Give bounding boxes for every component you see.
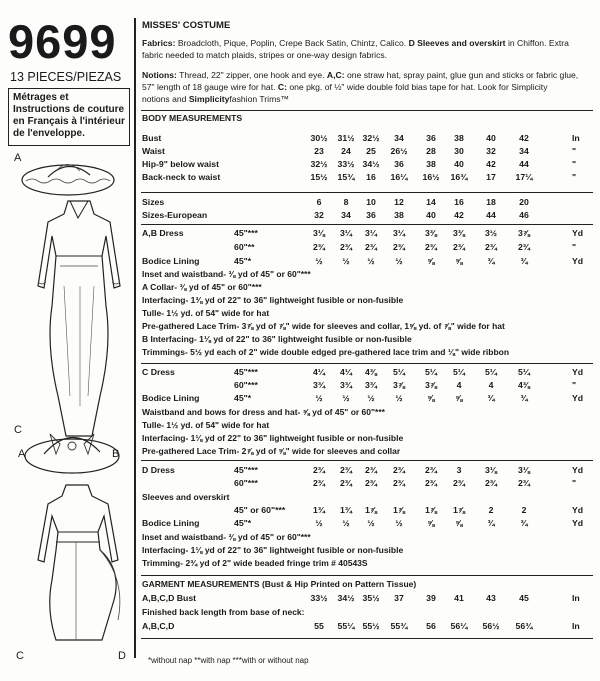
value-cell: 4¼ — [339, 367, 353, 377]
view-label-c-top: C — [14, 424, 22, 436]
value-cell: 18 — [486, 197, 496, 207]
value-cell: 3¾ — [312, 380, 326, 390]
value-cell: 3⅞ — [392, 380, 406, 390]
row-label: Bodice Lining — [142, 393, 200, 403]
section-divider — [141, 363, 593, 364]
value-cell: 4 — [456, 380, 462, 390]
value-cell: 39 — [426, 593, 436, 603]
value-cell: 36 — [394, 159, 404, 169]
value-cell: 12 — [394, 197, 404, 207]
value-cell: 41 — [454, 593, 464, 603]
value-cell: 34 — [394, 133, 404, 143]
notions-line-3: notions and Simplicityfashion Trims™ — [142, 94, 290, 104]
footnote: *without nap **with nap ***with or without nap — [148, 656, 309, 665]
value-cell: 3⅜ — [452, 228, 466, 238]
value-cell: 20 — [519, 197, 529, 207]
value-cell: 8 — [343, 197, 349, 207]
table-row — [142, 255, 592, 267]
unit: In — [572, 593, 580, 603]
yardage-note: Tulle- 1½ yd. of 54" wide for hat — [142, 420, 270, 430]
value-cell: 32 — [486, 146, 496, 156]
view-label-a-top: A — [14, 152, 22, 164]
value-cell: 36 — [426, 133, 436, 143]
value-cell: 43 — [486, 593, 496, 603]
value-cell: 40 — [486, 133, 496, 143]
garment-bust-row — [142, 592, 592, 604]
value-cell: 4 — [488, 380, 494, 390]
fabric-width: 45"*** — [234, 228, 258, 238]
yardage-note: Trimming- 2¾ yd of 2" wide beaded fringe trim # 40543S — [142, 558, 368, 568]
sizes-european-row — [142, 209, 592, 221]
section-divider — [141, 460, 593, 461]
value-cell: 2 — [521, 505, 527, 515]
row-label: A,B,C,D — [142, 621, 175, 631]
unit: " — [572, 242, 577, 252]
row-label: Bust — [142, 133, 162, 143]
pattern-number: 9699 — [8, 15, 117, 68]
value-cell: 36 — [366, 210, 376, 220]
yardage-note: Inset and waistband- ⅜ yd of 45" or 60"*** — [142, 532, 311, 542]
value-cell: 5¼ — [452, 367, 466, 377]
value-cell: 2¾ — [364, 465, 378, 475]
table-row — [142, 158, 592, 170]
yardage-note: Interfacing- 1⅛ yd of 22" to 36" lightweight fusible or non-fusible — [142, 433, 404, 443]
section-divider — [141, 110, 593, 111]
value-cell: 17 — [486, 172, 496, 182]
row-label: A,B Dress — [142, 228, 184, 238]
table-row — [142, 379, 592, 391]
value-cell: 2¾ — [484, 242, 498, 252]
unit: In — [572, 133, 580, 143]
fabric-width: 45"* — [234, 393, 252, 403]
value-cell: 15¾ — [337, 172, 355, 182]
table-row — [142, 227, 592, 239]
value-cell: 2¾ — [392, 478, 406, 488]
finished-back-length-label: Finished back length from base of neck: — [142, 607, 305, 617]
value-cell: 24 — [341, 146, 351, 156]
value-cell: ½ — [342, 256, 350, 266]
value-cell: 3⅛ — [484, 465, 498, 475]
fabric-width: 45"* — [234, 518, 252, 528]
fabric-width: 60"*** — [234, 478, 258, 488]
value-cell: ¾ — [487, 518, 495, 528]
value-cell: 3⅛ — [517, 465, 531, 475]
value-cell: 33½ — [337, 159, 355, 169]
value-cell: 23 — [314, 146, 324, 156]
value-cell: 3⅞ — [424, 380, 438, 390]
value-cell: 32½ — [362, 133, 380, 143]
value-cell: 38 — [454, 133, 464, 143]
value-cell: ⅝ — [427, 518, 435, 528]
value-cell: 26½ — [390, 146, 408, 156]
notions-line-1: Notions: Thread, 22" zipper, one hook and eye. A,C: one straw hat, spray paint, glue gun and sticks or fabric glue, — [142, 70, 579, 80]
fabric-width: 45" or 60"*** — [234, 505, 286, 515]
unit: " — [572, 478, 577, 488]
row-label: Back-neck to waist — [142, 172, 221, 182]
value-cell: 2¾ — [424, 465, 438, 475]
section-divider — [141, 638, 593, 639]
value-cell: 2¾ — [312, 478, 326, 488]
fabric-width: 60"*** — [234, 380, 258, 390]
unit: " — [572, 146, 577, 156]
value-cell: 32½ — [310, 159, 328, 169]
value-cell: ½ — [342, 518, 350, 528]
table-row — [142, 366, 592, 378]
value-cell: 3 — [456, 465, 462, 475]
value-cell: 2 — [488, 505, 494, 515]
value-cell: 31½ — [337, 133, 355, 143]
value-cell: 2¾ — [312, 242, 326, 252]
unit: In — [572, 621, 580, 631]
value-cell: 2¾ — [364, 242, 378, 252]
value-cell: 2¾ — [517, 242, 531, 252]
value-cell: 3¼ — [339, 228, 353, 238]
french-instructions-box: Métrages et Instructions de couture en Français à l'intérieur de l'enveloppe. — [8, 88, 130, 146]
value-cell: 3¾ — [339, 380, 353, 390]
row-label: Sizes-European — [142, 210, 208, 220]
value-cell: 4⅜ — [517, 380, 531, 390]
value-cell: 40 — [426, 210, 436, 220]
value-cell: 5¼ — [484, 367, 498, 377]
section-divider — [141, 224, 593, 225]
value-cell: ¾ — [487, 393, 495, 403]
garment-measurements-heading: GARMENT MEASUREMENTS (Bust & Hip Printed on Pattern Tissue) — [142, 579, 417, 589]
value-cell: 34½ — [337, 593, 355, 603]
row-label: Bodice Lining — [142, 518, 200, 528]
table-row — [142, 504, 592, 516]
value-cell: 3¾ — [364, 380, 378, 390]
value-cell: 2¾ — [424, 478, 438, 488]
value-cell: 4⅜ — [364, 367, 378, 377]
value-cell: 3½ — [484, 228, 498, 238]
yardage-note: Interfacing- 1⅜ yd of 22" to 36" lightweight fusible or non-fusible — [142, 295, 404, 305]
value-cell: 10 — [366, 197, 376, 207]
value-cell: 2¾ — [339, 478, 353, 488]
value-cell: ½ — [367, 518, 375, 528]
unit: " — [572, 159, 577, 169]
value-cell: 42 — [519, 133, 529, 143]
value-cell: 16¾ — [450, 172, 468, 182]
table-row — [142, 132, 592, 144]
view-label-b-bottom: B — [112, 448, 120, 460]
value-cell: 30½ — [310, 133, 328, 143]
hat-a-illustration — [18, 155, 118, 200]
value-cell: ¾ — [520, 256, 528, 266]
value-cell: ⅝ — [455, 256, 463, 266]
table-row — [142, 517, 592, 529]
value-cell: ½ — [395, 518, 403, 528]
value-cell: ½ — [367, 393, 375, 403]
value-cell: ⅝ — [455, 518, 463, 528]
value-cell: ½ — [395, 256, 403, 266]
table-row — [142, 392, 592, 404]
table-row — [142, 241, 592, 253]
value-cell: 3⅞ — [517, 228, 531, 238]
yardage-note: Tulle- 1½ yd. of 54" wide for hat — [142, 308, 270, 318]
value-cell: 3¼ — [364, 228, 378, 238]
dress-c-d-illustration — [26, 480, 130, 645]
value-cell: 14 — [426, 197, 436, 207]
value-cell: ½ — [315, 393, 323, 403]
value-cell: 28 — [426, 146, 436, 156]
value-cell: 1⅞ — [452, 505, 466, 515]
fabric-width: 45"* — [234, 256, 252, 266]
value-cell: 46 — [519, 210, 529, 220]
value-cell: ½ — [315, 518, 323, 528]
divider-line — [134, 18, 136, 658]
value-cell: 2¾ — [452, 478, 466, 488]
notions-line-2: 57" length of 18 gauge wire for hat. C: one pkg. of ½" wide double fold bias tape for hat. Look for Simplicity — [142, 82, 548, 92]
value-cell: 2¾ — [517, 478, 531, 488]
unit: Yd — [572, 228, 584, 238]
value-cell: 1⅞ — [392, 505, 406, 515]
pieces-count: 13 PIECES/PIEZAS — [10, 70, 122, 84]
value-cell: 3⅛ — [312, 228, 326, 238]
table-row — [142, 171, 592, 183]
section-divider — [141, 192, 593, 193]
dress-a-b-illustration — [30, 196, 130, 441]
unit: Yd — [572, 505, 584, 515]
unit: Yd — [572, 518, 584, 528]
yardage-note: A Collar- ⅜ yd of 45" or 60"*** — [142, 282, 262, 292]
view-label-c-bottom: C — [16, 650, 24, 662]
table-row — [142, 145, 592, 157]
yardage-note: Pre-gathered Lace Trim- 3⅞ yd of ⅞" wide for sleeves and collar, 1⅝ yd. of ⅞" wide for hat — [142, 321, 505, 331]
value-cell: 2¾ — [312, 465, 326, 475]
value-cell: 55½ — [362, 621, 380, 631]
value-cell: ¾ — [487, 256, 495, 266]
value-cell: 45 — [519, 593, 529, 603]
row-label: Sizes — [142, 197, 165, 207]
value-cell: 25 — [366, 146, 376, 156]
value-cell: 3⅜ — [424, 228, 438, 238]
unit: Yd — [572, 465, 584, 475]
value-cell: ½ — [395, 393, 403, 403]
unit: " — [572, 380, 577, 390]
value-cell: 55¼ — [337, 621, 355, 631]
value-cell: 5¼ — [517, 367, 531, 377]
value-cell: ½ — [342, 393, 350, 403]
view-label-d-bottom: D — [118, 650, 126, 662]
value-cell: 37 — [394, 593, 404, 603]
value-cell: 2¾ — [392, 465, 406, 475]
value-cell: 38 — [426, 159, 436, 169]
value-cell: 17¼ — [515, 172, 533, 182]
row-label: Waist — [142, 146, 165, 156]
value-cell: 2¾ — [452, 242, 466, 252]
value-cell: 44 — [519, 159, 529, 169]
value-cell: 1¾ — [339, 505, 353, 515]
fabric-width: 45"*** — [234, 367, 258, 377]
value-cell: 15½ — [310, 172, 328, 182]
fabrics-line-2: fabric needed to match plaids, stripes or one-way design fabrics. — [142, 50, 388, 60]
value-cell: 4¼ — [312, 367, 326, 377]
value-cell: ¾ — [520, 393, 528, 403]
garment-title: MISSES' COSTUME — [142, 20, 231, 31]
value-cell: 32 — [314, 210, 324, 220]
value-cell: 1¾ — [312, 505, 326, 515]
value-cell: 38 — [394, 210, 404, 220]
value-cell: 34 — [519, 146, 529, 156]
value-cell: 34 — [341, 210, 351, 220]
value-cell: 55¾ — [390, 621, 408, 631]
value-cell: 2¾ — [424, 242, 438, 252]
value-cell: ½ — [315, 256, 323, 266]
value-cell: 16¼ — [390, 172, 408, 182]
yardage-note: Interfacing- 1⅛ yd of 22" to 36" lightweight fusible or non-fusible — [142, 545, 404, 555]
table-row — [142, 464, 592, 476]
yardage-note: B Interfacing- 1⅛ yd of 22" to 36" lightweight fusible or non-fusible — [142, 334, 412, 344]
value-cell: 2¾ — [392, 242, 406, 252]
yardage-note: Pre-gathered Lace Trim- 2⅞ yd of ⅝" wide for sleeves and collar — [142, 446, 401, 456]
view-label-a-bottom: A — [18, 448, 26, 460]
value-cell: 6 — [316, 197, 322, 207]
body-measurements-heading: BODY MEASUREMENTS — [142, 113, 243, 123]
row-label: Bodice Lining — [142, 256, 200, 266]
value-cell: 16½ — [422, 172, 440, 182]
value-cell: 40 — [454, 159, 464, 169]
hat-c-illustration — [20, 424, 124, 478]
value-cell: 34½ — [362, 159, 380, 169]
fabrics-line-1: Fabrics: Broadcloth, Pique, Poplin, Crepe Back Satin, Chintz, Calico. D Sleeves and overskirt in Chiffon. Extra — [142, 38, 569, 48]
d-sleeves-label: Sleeves and overskirt — [142, 492, 230, 502]
value-cell: 16 — [366, 172, 376, 182]
value-cell: 55 — [314, 621, 324, 631]
value-cell: 2¾ — [364, 478, 378, 488]
table-row — [142, 477, 592, 489]
value-cell: 5¼ — [424, 367, 438, 377]
section-divider — [141, 575, 593, 576]
value-cell: 42 — [454, 210, 464, 220]
fabric-width: 45"*** — [234, 465, 258, 475]
row-label: D Dress — [142, 465, 175, 475]
unit: Yd — [572, 256, 584, 266]
value-cell: ⅝ — [427, 256, 435, 266]
sizes-row — [142, 196, 592, 208]
row-label: A,B,C,D Bust — [142, 593, 197, 603]
row-label: Hip-9" below waist — [142, 159, 220, 169]
value-cell: 5¼ — [392, 367, 406, 377]
row-label: C Dress — [142, 367, 175, 377]
value-cell: 30 — [454, 146, 464, 156]
value-cell: ⅝ — [427, 393, 435, 403]
value-cell: ⅝ — [455, 393, 463, 403]
value-cell: 56¼ — [450, 621, 468, 631]
value-cell: 56½ — [482, 621, 500, 631]
value-cell: 56 — [426, 621, 436, 631]
value-cell: 44 — [486, 210, 496, 220]
unit: Yd — [572, 393, 584, 403]
value-cell: 1⅞ — [424, 505, 438, 515]
value-cell: 16 — [454, 197, 464, 207]
value-cell: 2¾ — [484, 478, 498, 488]
yardage-note: Waistband and bows for dress and hat- ⅝ yd of 45" or 60"*** — [142, 407, 385, 417]
unit: " — [572, 172, 577, 182]
value-cell: 35½ — [362, 593, 380, 603]
value-cell: 42 — [486, 159, 496, 169]
value-cell: 3¼ — [392, 228, 406, 238]
value-cell: ½ — [367, 256, 375, 266]
garment-length-row — [142, 620, 592, 632]
value-cell: ¾ — [520, 518, 528, 528]
value-cell: 2¾ — [339, 465, 353, 475]
value-cell: 56¾ — [515, 621, 533, 631]
yardage-note: Inset and waistband- ⅜ yd of 45" or 60"*** — [142, 269, 311, 279]
value-cell: 1⅞ — [364, 505, 378, 515]
value-cell: 2¾ — [339, 242, 353, 252]
yardage-note: Trimmings- 5½ yd each of 2" wide double edged pre-gathered lace trim and ⅛" wide ribbon — [142, 347, 510, 357]
value-cell: 33½ — [310, 593, 328, 603]
fabric-width: 60"** — [234, 242, 255, 252]
unit: Yd — [572, 367, 584, 377]
